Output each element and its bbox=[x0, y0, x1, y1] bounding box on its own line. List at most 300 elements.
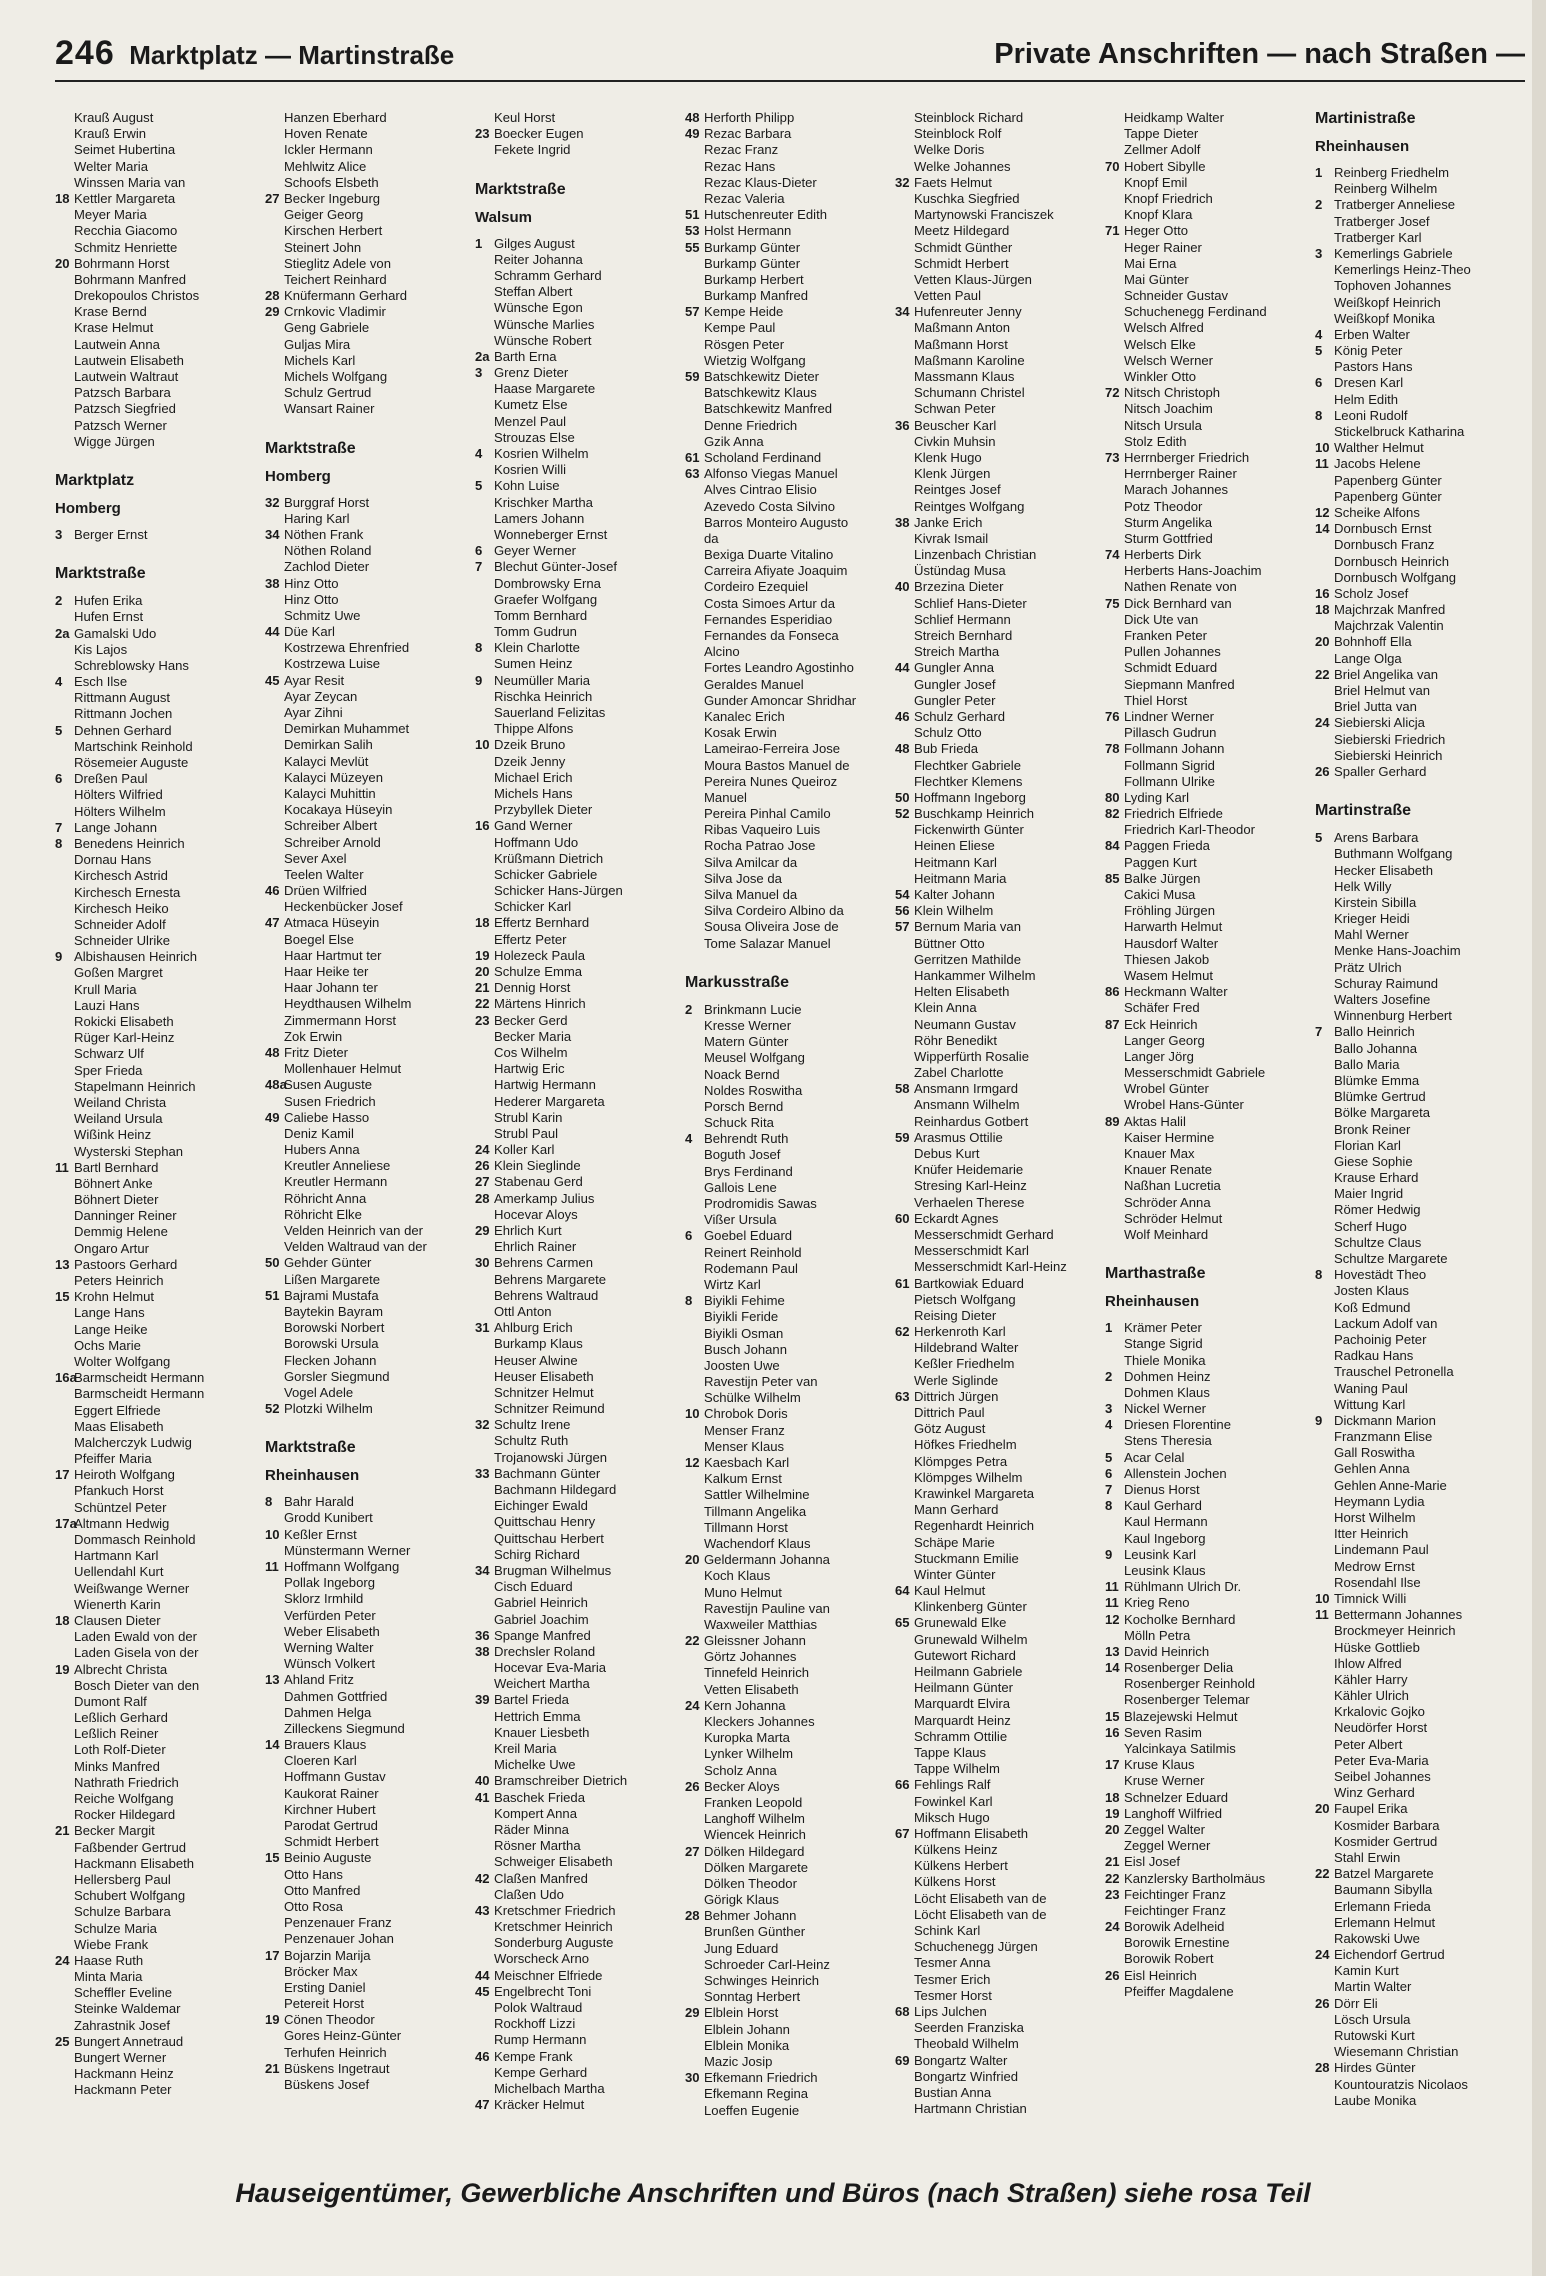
resident-entry bbox=[895, 1470, 1105, 1486]
house-number bbox=[685, 256, 704, 272]
house-number: 16 bbox=[1315, 585, 1330, 601]
resident-name: Menser Klaus bbox=[704, 1438, 785, 1454]
resident-entry bbox=[685, 1536, 895, 1552]
resident-entry bbox=[895, 1696, 1105, 1712]
resident-name: Heidkamp Walter bbox=[1124, 110, 1224, 125]
resident-entry bbox=[265, 1591, 475, 1607]
resident-entry bbox=[895, 1356, 1105, 1372]
resident-entry bbox=[1315, 1089, 1525, 1105]
resident-entry bbox=[1105, 984, 1315, 1000]
resident-entry bbox=[55, 1564, 265, 1580]
house-number bbox=[475, 2032, 494, 2048]
house-number bbox=[895, 1794, 914, 1810]
resident-entry bbox=[1105, 1790, 1315, 1806]
house-number bbox=[475, 1401, 494, 1417]
house-number bbox=[1105, 272, 1124, 288]
house-number: 57 bbox=[895, 919, 910, 935]
resident-entry bbox=[1105, 1433, 1315, 1449]
resident-name: Gungler Anna bbox=[914, 660, 995, 676]
house-number bbox=[475, 1288, 494, 1304]
house-number bbox=[895, 1518, 914, 1534]
house-number bbox=[1315, 2093, 1334, 2109]
resident-entry bbox=[1315, 1494, 1525, 1510]
resident-entry bbox=[1315, 1850, 1525, 1866]
resident-entry bbox=[475, 527, 685, 543]
resident-entry bbox=[265, 1255, 475, 1271]
resident-name: Bartkowiak Eduard bbox=[914, 1275, 1024, 1291]
resident-entry bbox=[1315, 2093, 1525, 2109]
house-number bbox=[685, 1147, 704, 1163]
house-number bbox=[1105, 499, 1124, 515]
house-number: 46 bbox=[895, 708, 910, 724]
house-number bbox=[55, 1354, 74, 1370]
resident-entry bbox=[475, 915, 685, 931]
house-number bbox=[475, 656, 494, 672]
resident-entry bbox=[1105, 482, 1315, 498]
resident-name: Mölln Petra bbox=[1124, 1627, 1191, 1643]
house-number: 38 bbox=[265, 575, 280, 591]
resident-entry bbox=[685, 1892, 895, 1908]
resident-name: Rosenberger Delia bbox=[1124, 1660, 1234, 1676]
resident-entry bbox=[1315, 408, 1525, 424]
resident-entry bbox=[55, 965, 265, 981]
resident-name: Schröder Helmut bbox=[1124, 1210, 1223, 1226]
resident-name: Bungert Werner bbox=[74, 2050, 167, 2065]
house-number: 11 bbox=[55, 1159, 69, 1175]
resident-name: Heger Otto bbox=[1124, 223, 1189, 239]
resident-entry bbox=[55, 175, 265, 191]
resident-name: Klein Wilhelm bbox=[914, 903, 994, 919]
house-number bbox=[685, 1309, 704, 1325]
resident-name: Klein Charlotte bbox=[494, 640, 580, 656]
resident-entry bbox=[1105, 1353, 1315, 1369]
resident-entry bbox=[55, 1176, 265, 1192]
resident-entry bbox=[895, 337, 1105, 353]
house-number: 19 bbox=[1105, 1805, 1120, 1821]
resident-name: Kirchner Hubert bbox=[284, 1801, 376, 1817]
house-number bbox=[685, 693, 704, 709]
district-heading: Homberg bbox=[265, 467, 331, 485]
resident-entry bbox=[895, 385, 1105, 401]
house-number: 84 bbox=[1105, 838, 1120, 854]
resident-name: Crnkovic Vladimir bbox=[284, 304, 386, 320]
resident-entry bbox=[895, 434, 1105, 450]
house-number: 8 bbox=[1315, 407, 1323, 423]
resident-entry bbox=[1105, 612, 1315, 628]
resident-name: Ravestijn Peter van bbox=[704, 1374, 818, 1390]
resident-entry bbox=[265, 1304, 475, 1320]
resident-entry bbox=[475, 1223, 685, 1239]
resident-entry bbox=[895, 1502, 1105, 1518]
resident-name: Schink Karl bbox=[914, 1923, 981, 1938]
resident-entry bbox=[265, 1510, 475, 1526]
house-number bbox=[1105, 1353, 1124, 1369]
house-number: 34 bbox=[475, 1562, 490, 1578]
house-number bbox=[895, 207, 914, 223]
house-number bbox=[1105, 288, 1124, 304]
resident-name: Alfonso Viegas Manuel bbox=[704, 466, 838, 482]
resident-entry bbox=[685, 240, 895, 256]
house-number bbox=[895, 855, 914, 871]
resident-entry bbox=[475, 1255, 685, 1271]
resident-name: Steinke Waldemar bbox=[74, 2001, 181, 2017]
house-number bbox=[1315, 392, 1334, 408]
resident-name: Lips Julchen bbox=[914, 2003, 987, 2019]
resident-name: Timnick Willi bbox=[1334, 1590, 1407, 1606]
resident-name: Schicker Karl bbox=[494, 899, 572, 915]
resident-entry bbox=[895, 1826, 1105, 1842]
resident-entry bbox=[895, 191, 1105, 207]
house-number: 68 bbox=[895, 2003, 910, 2019]
house-number bbox=[1105, 1227, 1124, 1243]
resident-name: Knopf Emil bbox=[1124, 174, 1188, 190]
house-number: 15 bbox=[55, 1289, 70, 1305]
resident-entry bbox=[895, 110, 1105, 126]
house-number bbox=[895, 531, 914, 547]
resident-entry bbox=[475, 126, 685, 142]
house-number bbox=[685, 482, 704, 498]
house-number bbox=[265, 159, 284, 175]
resident-entry bbox=[265, 1996, 475, 2012]
page-header bbox=[55, 34, 1525, 82]
resident-entry bbox=[265, 656, 475, 672]
resident-entry bbox=[1105, 1871, 1315, 1887]
house-number bbox=[265, 559, 284, 575]
resident-entry bbox=[1315, 960, 1525, 976]
house-number: 18 bbox=[55, 1612, 70, 1628]
resident-name: Kanzlersky Bartholmäus bbox=[1124, 1870, 1266, 1886]
house-number bbox=[265, 543, 284, 559]
resident-name: Barmscheidt Hermann bbox=[74, 1386, 205, 1402]
resident-entry bbox=[265, 770, 475, 786]
resident-name: Radkau Hans bbox=[1334, 1348, 1414, 1364]
resident-name: Schlief Hermann bbox=[914, 611, 1011, 627]
house-number bbox=[475, 1612, 494, 1628]
resident-name: Harwarth Helmut bbox=[1124, 919, 1223, 935]
resident-name: Wolf Meinhard bbox=[1124, 1226, 1209, 1242]
resident-name: Schulz Otto bbox=[914, 725, 982, 741]
house-number bbox=[895, 337, 914, 353]
resident-name: Rezac Valeria bbox=[704, 190, 785, 206]
resident-name: Mazic Josip bbox=[704, 2053, 773, 2069]
house-number: 3 bbox=[55, 526, 63, 542]
resident-name: Wachendorf Klaus bbox=[704, 1535, 811, 1551]
house-number bbox=[475, 1207, 494, 1223]
resident-entry bbox=[475, 381, 685, 397]
resident-entry bbox=[55, 1872, 265, 1888]
resident-entry bbox=[1105, 1579, 1315, 1595]
resident-name: Hartmann Karl bbox=[74, 1548, 159, 1564]
house-number bbox=[685, 1050, 704, 1066]
resident-name: Dzeik Jenny bbox=[494, 753, 566, 769]
resident-entry bbox=[685, 887, 895, 903]
resident-entry bbox=[1315, 489, 1525, 505]
house-number bbox=[475, 802, 494, 818]
resident-name: Hartwig Hermann bbox=[494, 1077, 596, 1093]
resident-entry bbox=[1105, 1227, 1315, 1243]
resident-entry bbox=[265, 996, 475, 1012]
house-number bbox=[895, 482, 914, 498]
resident-entry bbox=[55, 1888, 265, 1904]
resident-entry bbox=[895, 774, 1105, 790]
resident-entry bbox=[1105, 1482, 1315, 1498]
house-number bbox=[55, 1985, 74, 2001]
house-number: 8 bbox=[1105, 1498, 1113, 1514]
house-number: 30 bbox=[475, 1255, 490, 1271]
resident-name: Blechut Günter-Josef bbox=[494, 559, 617, 575]
resident-name: Biyikli Fehime bbox=[704, 1293, 785, 1309]
house-number bbox=[895, 838, 914, 854]
resident-entry bbox=[1105, 1595, 1315, 1611]
house-number bbox=[265, 1158, 284, 1174]
house-number bbox=[1105, 855, 1124, 871]
resident-entry bbox=[895, 1259, 1105, 1275]
house-number bbox=[265, 867, 284, 883]
resident-name: Pfeiffer Maria bbox=[74, 1451, 152, 1467]
house-number bbox=[475, 1336, 494, 1352]
house-number: 2a bbox=[475, 348, 490, 364]
resident-entry bbox=[1315, 1996, 1525, 2012]
resident-entry bbox=[55, 1257, 265, 1273]
resident-name: Minta Maria bbox=[74, 1969, 143, 1985]
resident-name: Streich Martha bbox=[914, 644, 1000, 660]
resident-name: Lange Johann bbox=[74, 819, 158, 835]
resident-entry bbox=[895, 1939, 1105, 1955]
house-number bbox=[895, 1664, 914, 1680]
resident-entry bbox=[1105, 1162, 1315, 1178]
resident-entry bbox=[475, 495, 685, 511]
resident-name: Rösemeier Auguste bbox=[74, 755, 189, 770]
house-number bbox=[1105, 1049, 1124, 1065]
house-number bbox=[895, 693, 914, 709]
resident-name: Heuser Elisabeth bbox=[494, 1368, 594, 1384]
resident-name: Dehnen Gerhard bbox=[74, 722, 172, 738]
resident-entry bbox=[265, 802, 475, 818]
resident-name: Hölters Wilhelm bbox=[74, 803, 166, 819]
resident-name: Schulze Emma bbox=[494, 964, 583, 979]
resident-entry bbox=[1105, 288, 1315, 304]
resident-name: Tesmer Anna bbox=[914, 1955, 991, 1971]
resident-name: Strubl Karin bbox=[494, 1109, 563, 1125]
resident-name: Hederer Margareta bbox=[494, 1093, 605, 1109]
resident-entry bbox=[1315, 863, 1525, 879]
house-number bbox=[1315, 1899, 1334, 1915]
resident-name: Leusink Klaus bbox=[1124, 1562, 1206, 1578]
resident-entry bbox=[1315, 1122, 1525, 1138]
resident-name: Caliebe Hasso bbox=[284, 1109, 370, 1125]
resident-entry bbox=[55, 1111, 265, 1127]
resident-entry bbox=[895, 1097, 1105, 1113]
resident-name: Faets Helmut bbox=[914, 174, 992, 190]
house-number bbox=[475, 1369, 494, 1385]
house-number: 44 bbox=[475, 1967, 490, 1983]
resident-name: Langer Jörg bbox=[1124, 1048, 1194, 1064]
house-number bbox=[1315, 1478, 1334, 1494]
resident-name: Schicker Hans-Jürgen bbox=[494, 883, 623, 899]
resident-entry bbox=[1105, 1178, 1315, 1194]
house-number bbox=[895, 644, 914, 660]
house-number: 23 bbox=[475, 126, 490, 142]
resident-name: Manuel bbox=[704, 789, 747, 805]
resident-entry bbox=[1315, 1720, 1525, 1736]
house-number bbox=[265, 656, 284, 672]
resident-entry bbox=[55, 2034, 265, 2050]
house-number bbox=[475, 381, 494, 397]
house-number bbox=[55, 917, 74, 933]
resident-entry bbox=[55, 191, 265, 207]
resident-name: Röhricht Anna bbox=[284, 1190, 367, 1206]
resident-name: Böhnert Anke bbox=[74, 1175, 153, 1191]
resident-entry bbox=[1105, 628, 1315, 644]
house-number: 46 bbox=[475, 2048, 490, 2064]
resident-name: Kosmider Gertrud bbox=[1334, 1833, 1438, 1849]
house-number bbox=[1315, 863, 1334, 879]
house-number bbox=[475, 770, 494, 786]
resident-name: Gamalski Udo bbox=[74, 625, 157, 641]
resident-name: Herforth Philipp bbox=[704, 110, 795, 125]
house-number bbox=[685, 790, 704, 806]
resident-entry bbox=[895, 2004, 1105, 2020]
resident-entry bbox=[895, 304, 1105, 320]
house-number bbox=[265, 401, 284, 417]
resident-name: Koller Karl bbox=[494, 1142, 555, 1158]
resident-name: Görigk Klaus bbox=[704, 1892, 779, 1908]
resident-name: Rakowski Uwe bbox=[1334, 1930, 1420, 1946]
house-number: 30 bbox=[685, 2070, 700, 2086]
column-7 bbox=[1315, 110, 1525, 2150]
resident-name: Römer Hedwig bbox=[1334, 1202, 1421, 1218]
resident-entry bbox=[475, 1272, 685, 1288]
resident-name: Fernandes Esperidiao bbox=[704, 611, 833, 627]
resident-entry bbox=[1105, 855, 1315, 871]
resident-entry bbox=[475, 1142, 685, 1158]
resident-name: Michels Wolfgang bbox=[284, 369, 388, 384]
house-number bbox=[685, 1326, 704, 1342]
house-number bbox=[55, 1678, 74, 1694]
resident-name: Minks Manfred bbox=[74, 1758, 160, 1774]
resident-entry bbox=[265, 1353, 475, 1369]
resident-name: Schäfer Fred bbox=[1124, 1000, 1200, 1016]
house-number bbox=[1105, 207, 1124, 223]
resident-entry bbox=[685, 1649, 895, 1665]
resident-name: Strouzas Else bbox=[494, 429, 575, 445]
resident-entry bbox=[1315, 1300, 1525, 1316]
resident-entry bbox=[265, 304, 475, 320]
house-number bbox=[1315, 1834, 1334, 1850]
resident-entry bbox=[685, 677, 895, 693]
house-number bbox=[265, 1272, 284, 1288]
resident-entry bbox=[685, 1245, 895, 1261]
house-number bbox=[1315, 1688, 1334, 1704]
resident-entry bbox=[1105, 1466, 1315, 1482]
resident-name: Dohmen Heinz bbox=[1124, 1368, 1211, 1384]
resident-name: Borowski Ursula bbox=[284, 1336, 379, 1352]
resident-name: Dörr Eli bbox=[1334, 1995, 1378, 2011]
resident-name: Tesmer Erich bbox=[914, 1971, 991, 1987]
resident-name: Wietzig Wolfgang bbox=[704, 352, 806, 368]
house-number bbox=[895, 1874, 914, 1890]
resident-entry bbox=[475, 1029, 685, 1045]
resident-name: Lindner Werner bbox=[1124, 708, 1215, 724]
house-number bbox=[895, 871, 914, 887]
resident-name: Schuchenegg Jürgen bbox=[914, 1939, 1038, 1955]
resident-name: Michelbach Martha bbox=[494, 2080, 605, 2096]
house-number bbox=[265, 1964, 284, 1980]
house-number: 17 bbox=[55, 1467, 70, 1483]
resident-entry bbox=[1315, 311, 1525, 327]
resident-entry bbox=[895, 515, 1105, 531]
resident-name: Kalayci Müzeyen bbox=[284, 769, 383, 785]
house-number bbox=[1315, 2028, 1334, 2044]
house-number: 9 bbox=[1105, 1546, 1113, 1562]
resident-name: Lamers Johann bbox=[494, 510, 585, 526]
house-number bbox=[265, 1689, 284, 1705]
resident-name: Siebierski Friedrich bbox=[1334, 731, 1446, 747]
resident-entry bbox=[1315, 1931, 1525, 1947]
resident-name: Welter Maria bbox=[74, 158, 148, 174]
resident-entry bbox=[685, 644, 895, 660]
resident-name: Schuray Raimund bbox=[1334, 975, 1439, 991]
resident-name: Wigge Jürgen bbox=[74, 433, 155, 449]
street-heading: Marthastraße bbox=[1105, 1265, 1206, 1283]
resident-name: Maas Elisabeth bbox=[74, 1418, 164, 1434]
house-number: 47 bbox=[265, 915, 280, 931]
resident-entry bbox=[55, 609, 265, 625]
house-number bbox=[265, 1013, 284, 1029]
resident-name: Dick Ute van bbox=[1124, 611, 1199, 627]
house-number bbox=[475, 1304, 494, 1320]
resident-name: Esch Ilse bbox=[74, 674, 128, 690]
house-number: 36 bbox=[895, 417, 910, 433]
resident-name: Becker Aloys bbox=[704, 1778, 780, 1794]
house-number: 20 bbox=[1315, 1801, 1330, 1817]
resident-entry bbox=[685, 1860, 895, 1876]
resident-name: Krohn Helmut bbox=[74, 1289, 155, 1305]
house-number bbox=[1105, 531, 1124, 547]
resident-name: Vetten Elisabeth bbox=[704, 1681, 799, 1697]
resident-name: Linzenbach Christian bbox=[914, 547, 1037, 563]
resident-name: Vetten Paul bbox=[914, 288, 981, 304]
resident-name: Schreiber Albert bbox=[284, 818, 378, 834]
resident-entry bbox=[1105, 531, 1315, 547]
resident-entry bbox=[1315, 554, 1525, 570]
house-number bbox=[265, 1996, 284, 2012]
resident-entry bbox=[1105, 1854, 1315, 1870]
resident-entry bbox=[895, 871, 1105, 887]
resident-name: Friedrich Karl-Theodor bbox=[1124, 822, 1255, 838]
resident-entry bbox=[475, 543, 685, 559]
resident-name: Dick Bernhard van bbox=[1124, 595, 1232, 611]
resident-entry bbox=[475, 333, 685, 349]
resident-entry bbox=[1315, 1348, 1525, 1364]
house-number: 7 bbox=[1105, 1482, 1113, 1497]
resident-entry bbox=[55, 1419, 265, 1435]
resident-name: Kamin Kurt bbox=[1334, 1963, 1399, 1979]
resident-entry bbox=[895, 806, 1105, 822]
house-number bbox=[265, 1304, 284, 1320]
resident-entry bbox=[265, 932, 475, 948]
house-number: 7 bbox=[475, 559, 483, 575]
resident-name: Barmscheidt Hermann bbox=[74, 1370, 205, 1386]
house-number: 59 bbox=[895, 1129, 910, 1145]
resident-entry bbox=[475, 1126, 685, 1142]
resident-entry bbox=[475, 802, 685, 818]
resident-name: Peters Heinrich bbox=[74, 1273, 164, 1288]
resident-name: Reinhardus Gotbert bbox=[914, 1113, 1029, 1129]
resident-name: Sattler Wilhelmine bbox=[704, 1487, 810, 1503]
resident-entry bbox=[685, 499, 895, 515]
resident-entry bbox=[55, 706, 265, 722]
